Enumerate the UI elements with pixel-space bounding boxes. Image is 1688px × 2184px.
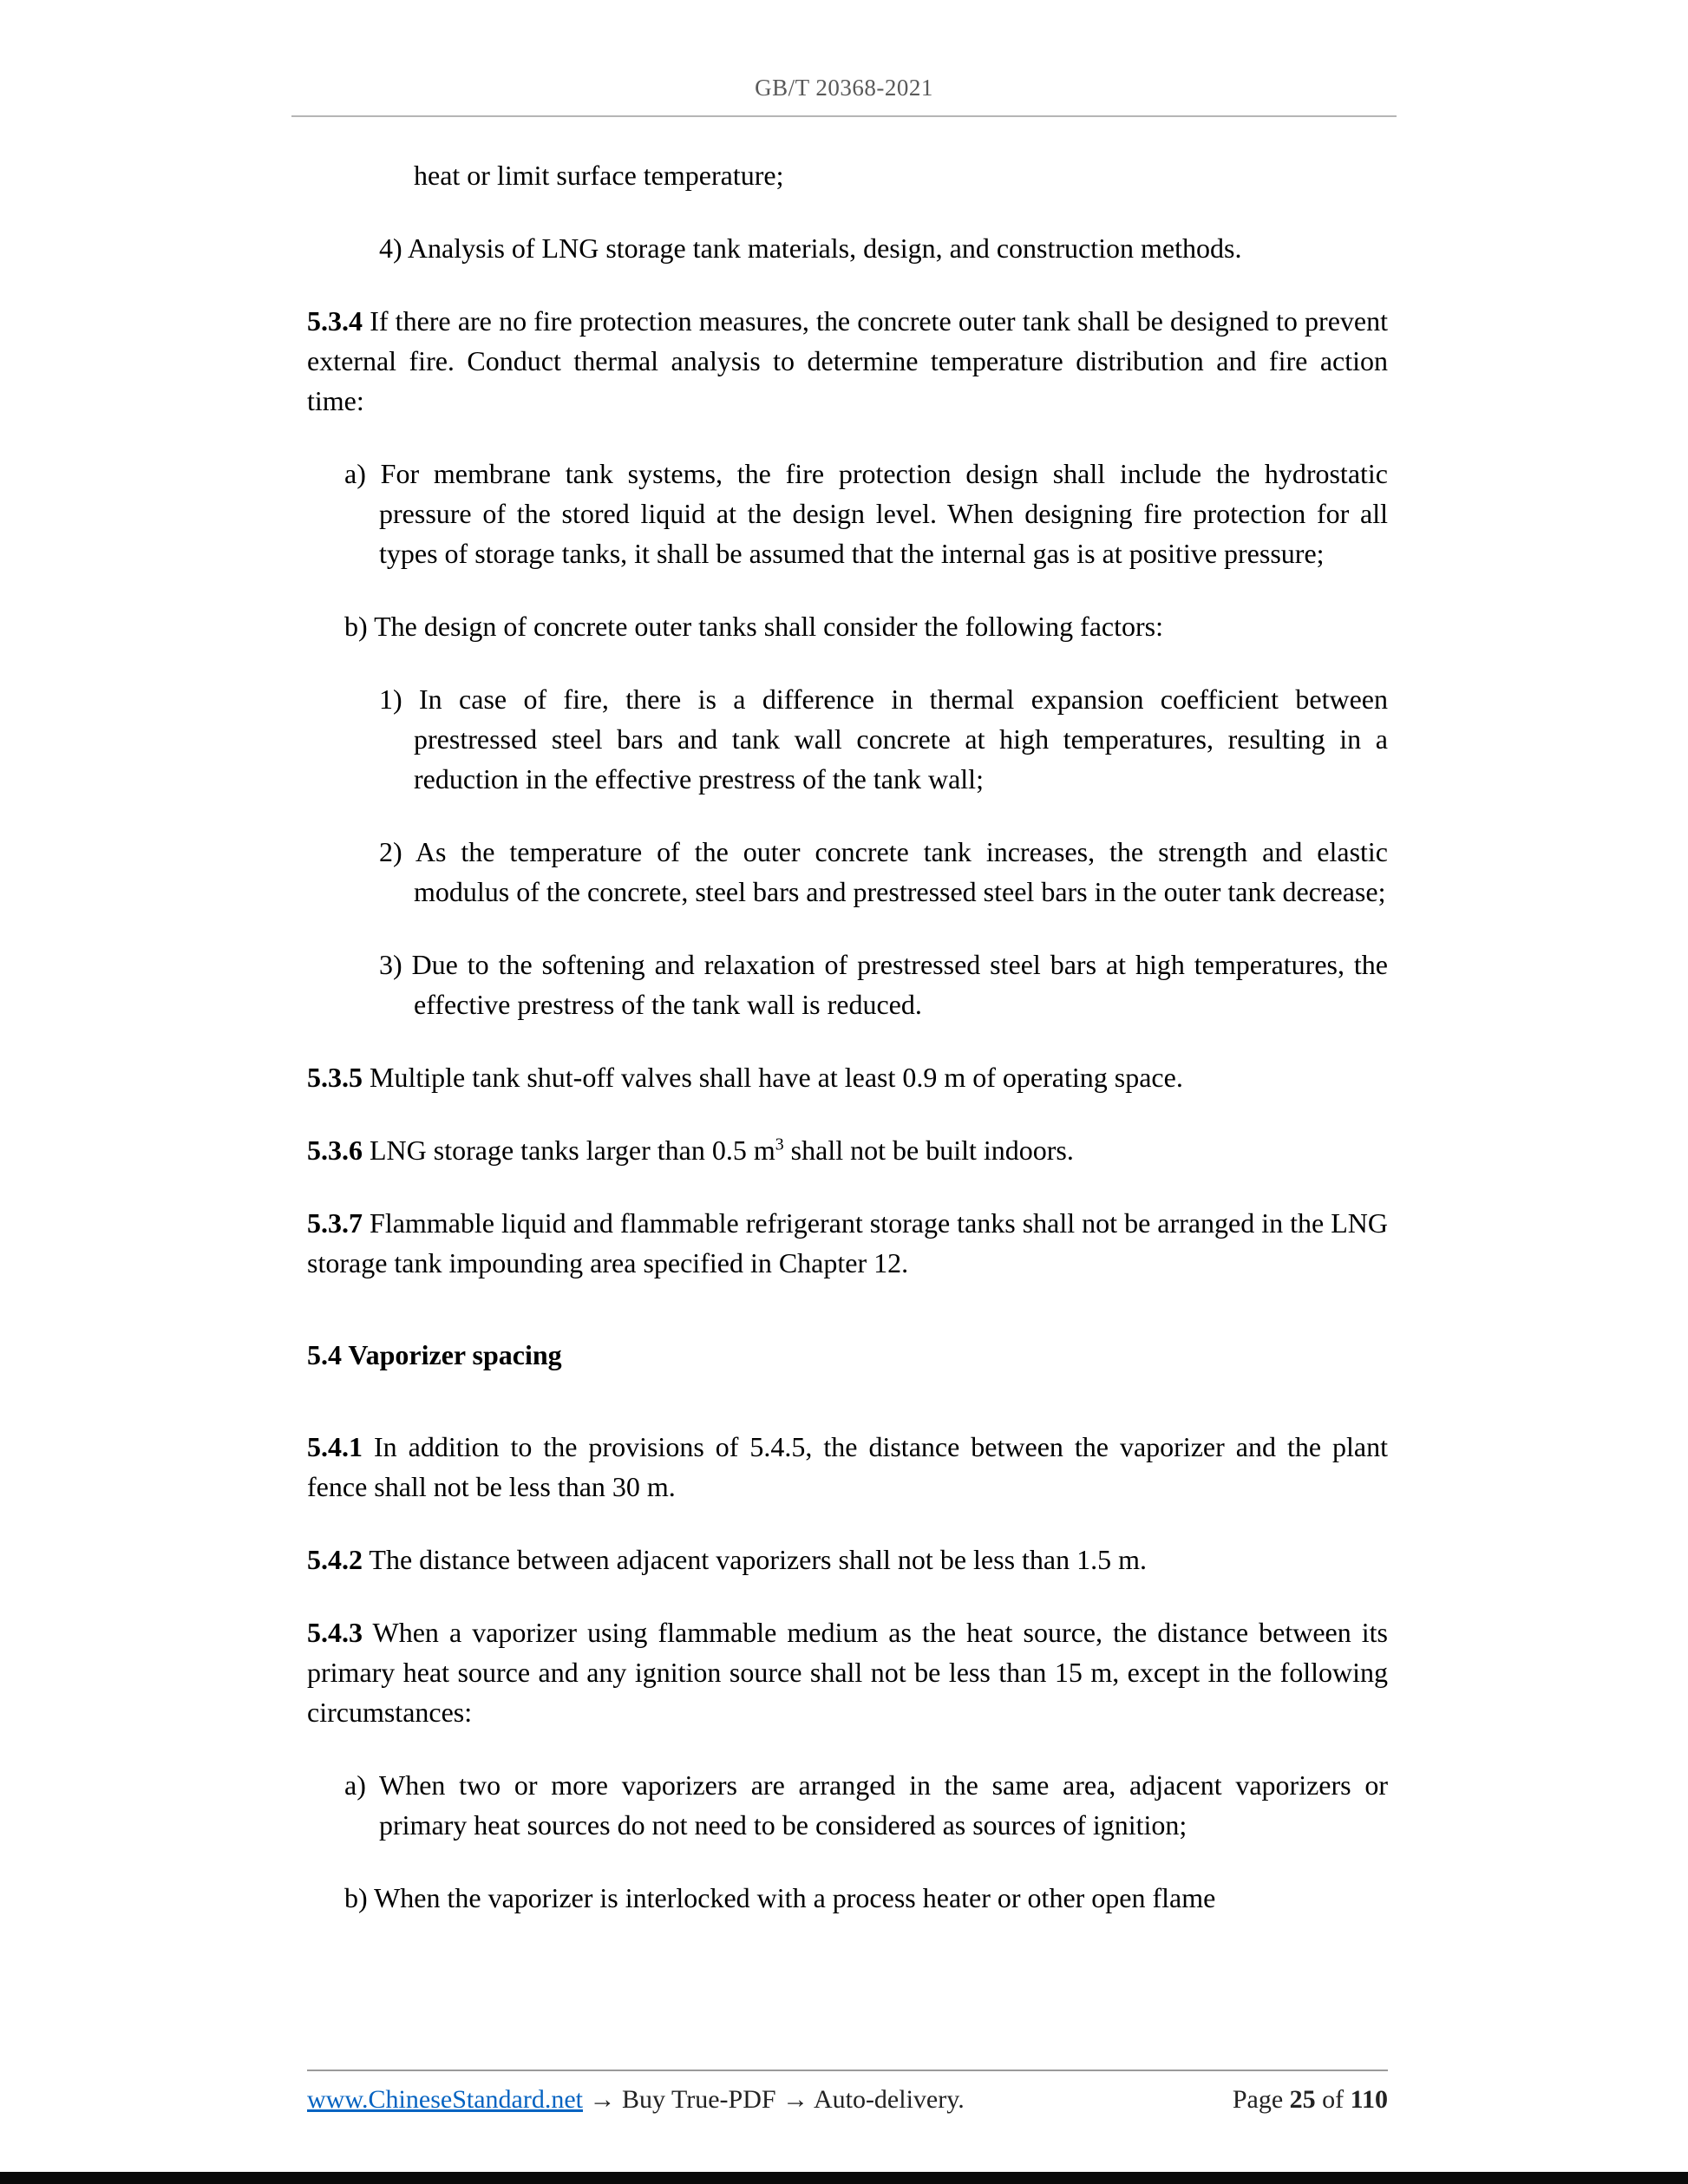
document-body bbox=[0, 117, 1688, 1918]
sub-item-2: 2) As the temperature of the outer concrete tank increases, the strength and elastic modulus of the concrete, steel bars and prestressed steel bars in the outer tank decrease; bbox=[379, 836, 1388, 907]
page-current: 25 bbox=[1289, 2085, 1316, 2114]
list-item-4: 4) Analysis of LNG storage tank materials, design, and construction methods. bbox=[379, 232, 1242, 264]
section-heading-5-4: 5.4 Vaporizer spacing bbox=[307, 1339, 562, 1370]
section-number: 5.4.2 bbox=[307, 1544, 363, 1575]
footer-divider bbox=[307, 2070, 1388, 2071]
section-text: The distance between adjacent vaporizers shall not be less than 1.5 m. bbox=[369, 1544, 1147, 1575]
section-5-4-2 bbox=[307, 1540, 1388, 1579]
section-number: 5.3.7 bbox=[307, 1207, 363, 1239]
section-text: Multiple tank shut-off valves shall have at least 0.9 m of operating space. bbox=[370, 1062, 1183, 1093]
list-item-a-vaporizer: a) When two or more vaporizers are arranged in the same area, adjacent vaporizers or primary heat sources do not need to be considered as sources of ignition; bbox=[344, 1769, 1388, 1841]
section-number: 5.3.4 bbox=[307, 305, 363, 337]
page-header bbox=[0, 0, 1688, 117]
superscript-3: 3 bbox=[775, 1135, 784, 1154]
section-number: 5.4.3 bbox=[307, 1617, 363, 1648]
section-text: Flammable liquid and flammable refrigerant storage tanks shall not be arranged in the LNG storage tank impounding area specified in Chapter 12. bbox=[307, 1207, 1389, 1278]
page-label: Page bbox=[1232, 2085, 1284, 2114]
footer-link[interactable]: www.ChineseStandard.net bbox=[307, 2085, 583, 2114]
section-5-4-1 bbox=[307, 1427, 1388, 1507]
page-footer bbox=[307, 2070, 1388, 2115]
list-item-b-vaporizer: b) When the vaporizer is interlocked with a process heater or other open flame bbox=[344, 1882, 1216, 1913]
of-label: of bbox=[1322, 2085, 1345, 2114]
sub-item-1: 1) In case of fire, there is a difference in thermal expansion coefficient between prestressed steel bars and tank wall concrete at high temperatures, resulting in a reduction in the effective prestress of the tank wall; bbox=[379, 683, 1388, 794]
section-text: When a vaporizer using flammable medium as the heat source, the distance between its primary heat source and any ignition source shall not be less than 15 m, except in the following circumstances: bbox=[307, 1617, 1389, 1728]
paragraph-continuation: heat or limit surface temperature; bbox=[414, 160, 784, 191]
section-number: 5.3.6 bbox=[307, 1135, 363, 1166]
footer-info bbox=[307, 2085, 965, 2115]
section-text: In addition to the provisions of 5.4.5, the distance between the vaporizer and the plant fence shall not be less than 30 m. bbox=[307, 1431, 1389, 1502]
footer-delivery-text: Auto-delivery. bbox=[813, 2085, 965, 2114]
section-text: LNG storage tanks larger than 0.5 m bbox=[370, 1135, 775, 1166]
section-text: shall not be built indoors. bbox=[790, 1135, 1074, 1166]
document-number: GB/T 20368-2021 bbox=[755, 75, 933, 101]
section-5-3-5 bbox=[307, 1057, 1388, 1097]
section-text: If there are no fire protection measures, the concrete outer tank shall be designed to prevent external fire. Conduct thermal analysis to determine temperature distribution and fire action time: bbox=[307, 305, 1389, 416]
page-indicator bbox=[1233, 2085, 1388, 2115]
section-5-3-4 bbox=[307, 301, 1388, 421]
section-5-4-3 bbox=[307, 1612, 1388, 1732]
footer-buy-text: Buy True-PDF bbox=[622, 2085, 776, 2114]
section-5-3-6 bbox=[307, 1130, 1388, 1170]
page-bottom-edge bbox=[0, 2172, 1688, 2184]
page-total: 110 bbox=[1350, 2085, 1388, 2114]
list-item-a-fire: a) For membrane tank systems, the fire protection design shall include the hydrostatic pressure of the stored liquid at the design level. When designing fire protection for all types of storage tanks, it shall be assumed that the internal gas is at positive pressure; bbox=[344, 458, 1388, 569]
arrow-icon: → bbox=[589, 2085, 616, 2114]
arrow-icon: → bbox=[782, 2085, 809, 2114]
section-number: 5.4.1 bbox=[307, 1431, 363, 1462]
section-number: 5.3.5 bbox=[307, 1062, 363, 1093]
list-item-b-fire: b) The design of concrete outer tanks shall consider the following factors: bbox=[344, 611, 1164, 642]
sub-item-3: 3) Due to the softening and relaxation of prestressed steel bars at high temperatures, the effective prestress of the tank wall is reduced. bbox=[379, 949, 1388, 1020]
section-5-3-7 bbox=[307, 1203, 1388, 1283]
